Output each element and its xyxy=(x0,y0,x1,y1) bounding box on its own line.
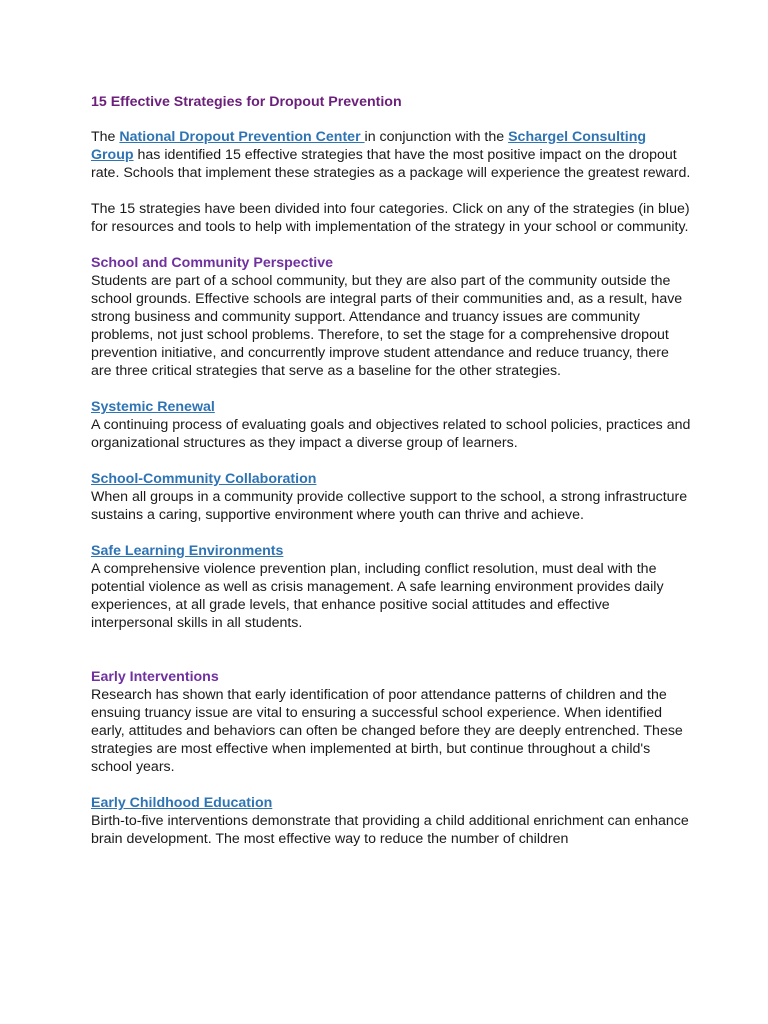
strategy-text: A continuing process of evaluating goals and objectives related to school policies, practices and organizational structures as they impact a diverse group of learners. xyxy=(91,417,691,451)
strategy-text: Birth-to-five interventions demonstrate that providing a child additional enrichment can enhance brain development. The most effective way to reduce the number of children xyxy=(91,813,689,847)
strategy-early-childhood-education xyxy=(91,794,691,848)
category-text: Research has shown that early identification of poor attendance patterns of children and the ensuing truancy issue are vital to ensuring a successful school experience. When identified early, attitudes and behaviors can often be changed before they are deeply entrenched. These strategies are most effective when implemented at birth, but continue throughout a child's school years. xyxy=(91,687,683,775)
link-schargel-consulting-group[interactable]: Schargel Consulting Group xyxy=(91,129,647,163)
strategy-link-safe-learning-environments[interactable]: Safe Learning Environments xyxy=(91,543,284,559)
strategy-safe-learning-environments xyxy=(91,542,691,632)
intro-paragraph xyxy=(91,128,691,182)
categories-paragraph: The 15 strategies have been divided into four categories. Click on any of the strategies (in blue) for resources and tools to help with implementation of the strategy in your school or community. xyxy=(91,201,690,235)
document-page xyxy=(91,93,691,866)
strategy-text: When all groups in a community provide collective support to the school, a strong infrastructure sustains a caring, supportive environment where youth can thrive and achieve. xyxy=(91,489,688,523)
strategy-link-early-childhood-education[interactable]: Early Childhood Education xyxy=(91,795,273,811)
intro-the: The xyxy=(91,129,120,145)
category-heading: School and Community Perspective xyxy=(91,255,334,271)
strategy-text: A comprehensive violence prevention plan, including conflict resolution, must deal with the potential violence as well as crisis management. A safe learning environment provides daily experiences, at all grade levels, that enhance positive social attitudes and effective interpersonal skills in all students. xyxy=(91,561,664,631)
link-national-dropout-prevention-center[interactable]: National Dropout Prevention Center xyxy=(119,129,365,145)
category-school-community xyxy=(91,254,691,380)
strategy-systemic-renewal xyxy=(91,398,691,452)
category-early-interventions xyxy=(91,668,691,776)
strategy-link-school-community-collaboration[interactable]: School-Community Collaboration xyxy=(91,471,317,487)
category-text: Students are part of a school community, but they are also part of the community outside the school grounds. Effective schools are integral parts of their communities and, as a result, have strong business and community support. Attendance and truancy issues are community problems, not just school problems. Therefore, to set the stage for a comprehensive dropout prevention initiative, and concurrently improve student attendance and reduce truancy, there are three critical strategies that serve as a baseline for the other strategies. xyxy=(91,273,683,379)
blank-line xyxy=(91,650,691,668)
strategy-link-systemic-renewal[interactable]: Systemic Renewal xyxy=(91,399,215,415)
intro-mid: in conjunction with the xyxy=(364,129,509,145)
intro-rest: has identified 15 effective strategies that have the most positive impact on the dropout rate. Schools that implement these strategies as a package will experience the greatest reward. xyxy=(91,147,691,181)
page-title: 15 Effective Strategies for Dropout Prevention xyxy=(91,94,402,110)
strategy-school-community-collaboration xyxy=(91,470,691,524)
category-heading: Early Interventions xyxy=(91,669,219,685)
